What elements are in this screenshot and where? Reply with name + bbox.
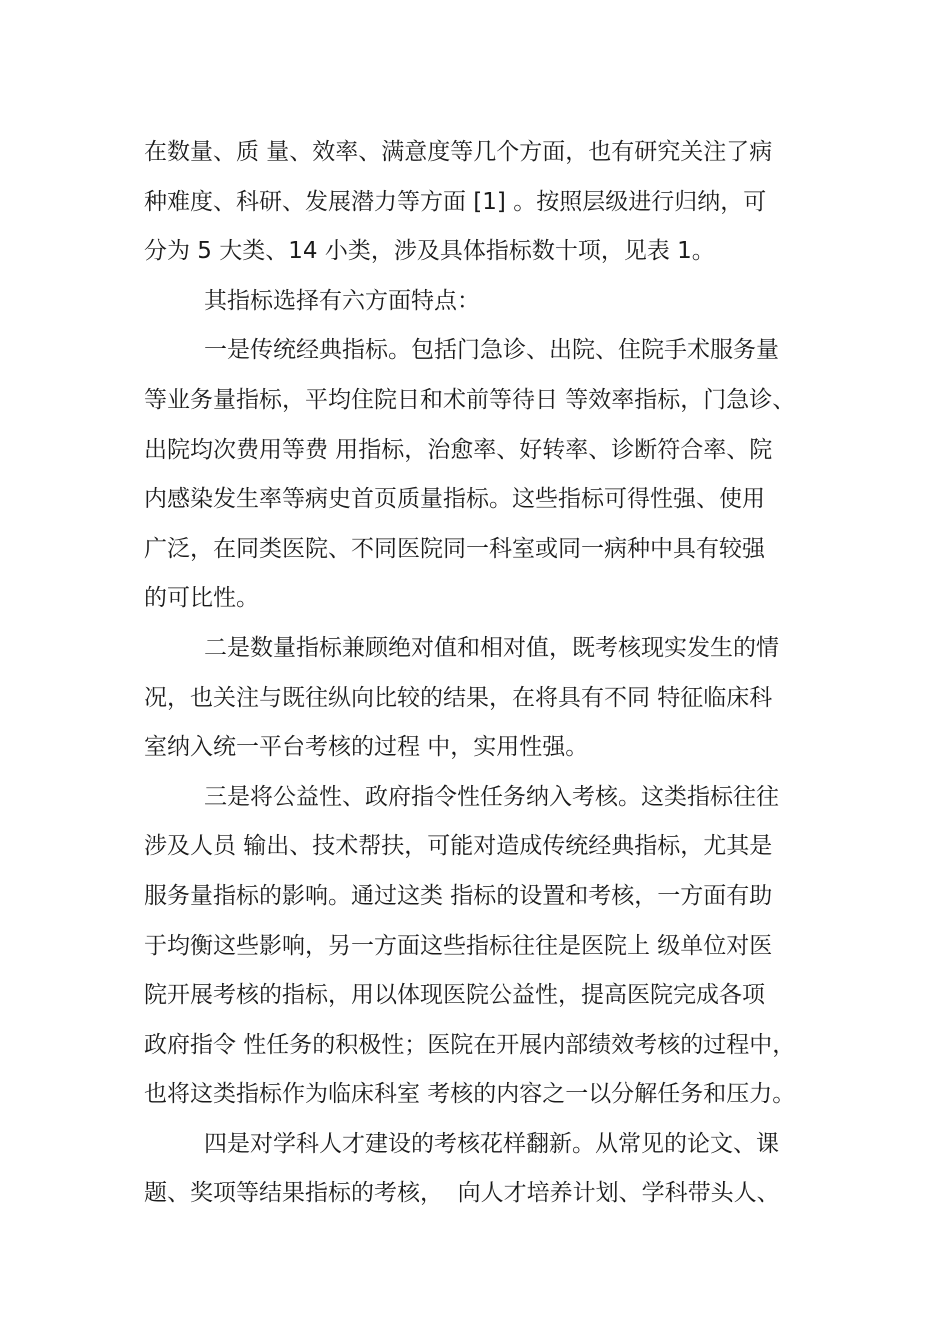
paragraph-start: 四是对学科人才建设的考核花样翻新。从常见的论文、课 [204,1130,779,1157]
text-line: 院开展考核的指标，用以体现医院公益性，提高医院完成各项 [144,982,765,1009]
text-line: 内感染发生率等病史首页质量指标。这些指标可得性强、使用 [144,486,765,513]
paragraph-start: 一是传统经典指标。包括门急诊、出院、住院手术服务量 [204,337,779,364]
body-text [144,128,814,1219]
text-line: 况，也关注与既往纵向比较的结果，在将具有不同 特征临床科 [144,684,773,711]
text-line: 出院均次费用等费 用指标，治愈率、好转率、诊断符合率、院 [144,436,773,463]
text-line: 室纳入统一平台考核的过程 中，实用性强。 [144,734,589,761]
text-line: 的可比性。 [144,585,259,612]
text-line: 涉及人员 输出、技术帮扶，可能对造成传统经典指标，尤其是 [144,833,773,860]
paragraph-start: 其指标选择有六方面特点： [204,287,480,314]
text-line: 政府指令 性任务的积极性；医院在开展内部绩效考核的过程中， [144,1031,796,1058]
text-line: 题、奖项等结果指标的考核， 向人才培养计划、学科带头人、 [144,1180,780,1207]
text-line: 广泛，在同类医院、不同医院同一科室或同一病种中具有较强 [144,535,765,562]
paragraph-start: 三是将公益性、政府指令性任务纳入考核。这类指标往往 [204,783,779,810]
text-line: 等业务量指标，平均住院日和术前等待日 等效率指标，门急诊、 [144,386,796,413]
text-line: 种难度、科研、发展潜力等方面 [1] 。按照层级进行归纳，可 [144,188,767,215]
text-line: 分为 5 大类、14 小类，涉及具体指标数十项，见表 1。 [144,238,715,265]
paragraph-start: 二是数量指标兼顾绝对值和相对值，既考核现实发生的情 [204,634,779,661]
text-line: 服务量指标的影响。通过这类 指标的设置和考核，一方面有助 [144,882,773,909]
text-line: 在数量、质 量、效率、满意度等几个方面，也有研究关注了病 [144,139,773,165]
text-line: 于均衡这些影响，另一方面这些指标往往是医院上 级单位对医 [144,932,773,959]
text-line: 也将这类指标作为临床科室 考核的内容之一以分解任务和压力。 [144,1081,796,1108]
